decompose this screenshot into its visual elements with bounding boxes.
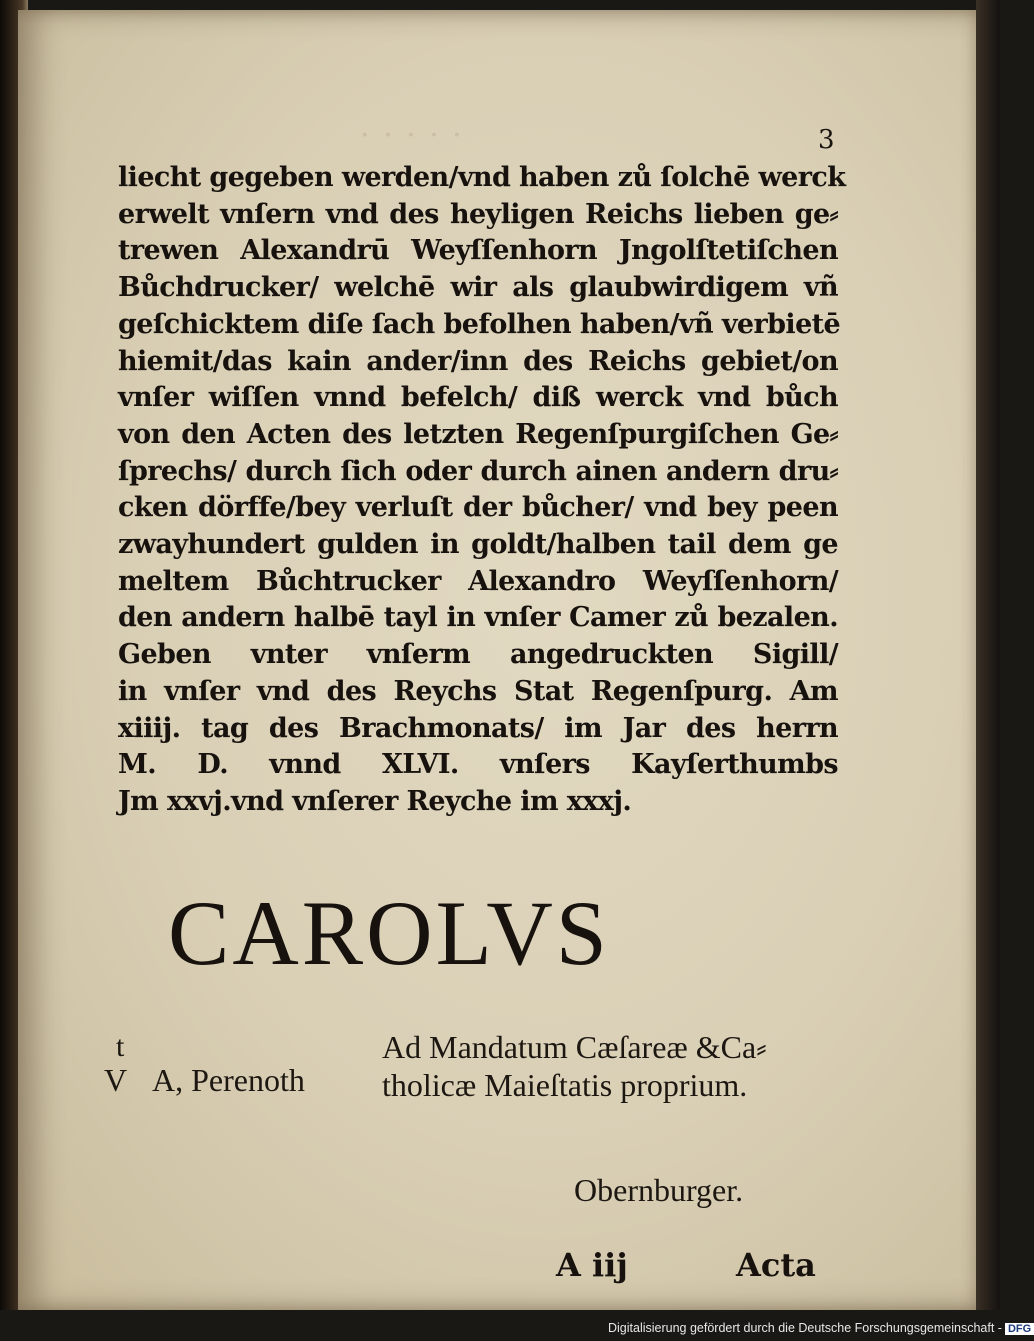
body-line: Jm xxvj.vnd vnſerer Reyche im xxxj. [118, 785, 632, 817]
signature-mark-t: t [116, 1030, 125, 1063]
body-line: Geben vnter vnſerm angedruckten Sigill/ [118, 639, 838, 671]
page-edge-shadow [976, 0, 1000, 1341]
body-line: von den Acten des letzten Regenſpurgiſchen Ge⸗ [118, 418, 838, 450]
bleed-through-text: · · · · · [360, 118, 464, 153]
body-line: M. D. vnnd XLVI. vnſers Kayſerthumbs [118, 749, 838, 781]
signature-name: CAROLVS [168, 882, 610, 984]
signature-mark-v: V [104, 1062, 128, 1098]
body-line: Bůchdrucker/ welchē wir als glaubwirdigem vñ [118, 272, 838, 304]
body-line: zwayhundert gulden in goldt/halben tail dem ge [118, 529, 838, 561]
sheet-signature: A iij [556, 1246, 628, 1284]
body-line: cken dörffe/bey verluſt der bůcher/ vnd bey peen [118, 492, 838, 524]
page-number: 3 [818, 125, 835, 155]
mandate-note [382, 1028, 767, 1104]
body-line: trewen Alexandrū Weyſſenhorn Jngolſtetiſchen [118, 235, 838, 267]
body-line: meltem Bůchtrucker Alexandro Weyſſenhorn/ [118, 565, 838, 597]
countersign-name: A, Perenoth [152, 1062, 305, 1098]
body-line: hiemit/das kain ander/inn des Reichs gebiet/on [118, 345, 838, 377]
dfg-logo: DFG [1005, 1323, 1034, 1335]
digitization-credit [608, 1321, 1034, 1335]
credit-text: Digitalisierung gefördert durch die Deutsche Forschungsgemeinschaft - [608, 1321, 1002, 1335]
body-line: in vnſer vnd des Reychs Stat Regenſpurg. Am [118, 675, 838, 707]
body-text-block [118, 160, 846, 821]
body-line: erwelt vnſern vnd des heyligen Reichs lieben ge⸗ [118, 198, 838, 230]
body-line: geſchicktem diſe ſach befolhen haben/vñ verbietē [118, 308, 841, 340]
body-line: liecht gegeben werden/vnd haben zů ſolchē werck [118, 162, 846, 193]
mandate-line: tholicæ Maieſtatis proprium. [382, 1067, 748, 1103]
countersignature [104, 1062, 305, 1099]
body-line: den andern halbē tayl in vnſer Camer zů bezalen. [118, 602, 838, 634]
body-line: vnſer wiſſen vnnd befelch/ diß werck vnd bůch [118, 382, 838, 414]
catchword: Acta [736, 1246, 816, 1284]
mandate-line: Ad Mandatum Cæſareæ &Ca⸗ [382, 1029, 767, 1065]
secretary-name: Obernburger. [574, 1172, 744, 1208]
body-line: xiiij. tag des Brachmonats/ im Jar des herrn [118, 712, 838, 744]
body-line: ſprechs/ durch ſich oder durch ainen andern dru⸗ [118, 455, 838, 487]
